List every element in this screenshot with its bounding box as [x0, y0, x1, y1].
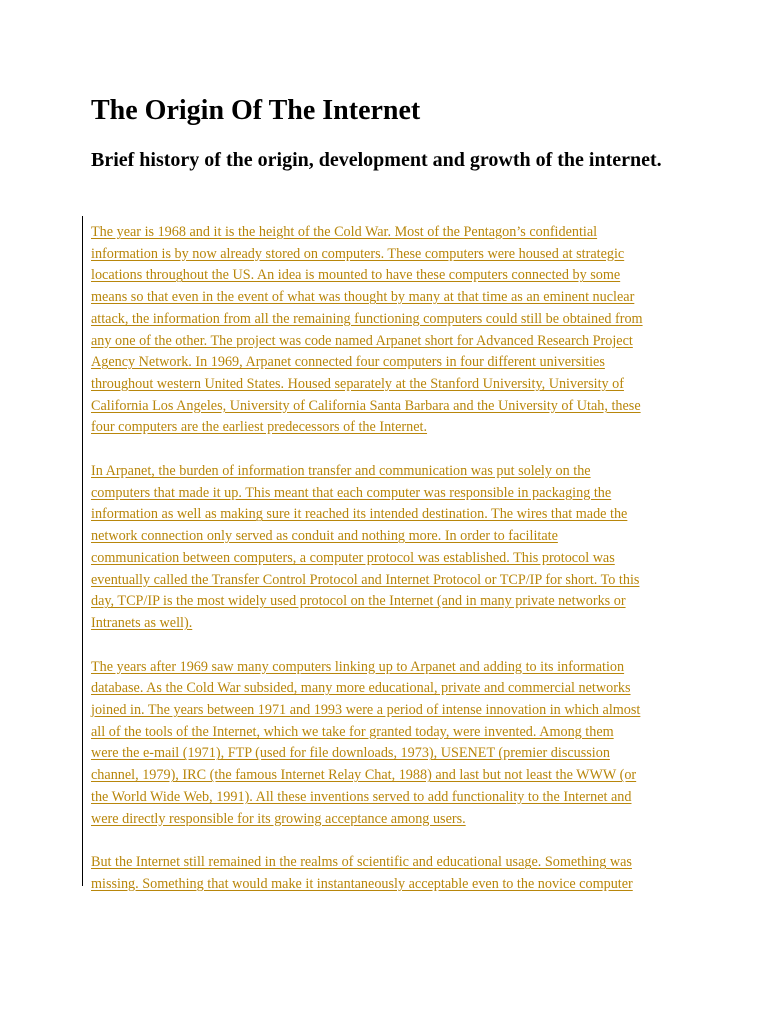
- paragraph-line: In Arpanet, the burden of information transfer and communication was put solely on the: [91, 463, 591, 480]
- paragraph-line: network connection only served as conduit and nothing more. In order to facilitate: [91, 528, 558, 545]
- paragraph-line: the World Wide Web, 1991). All these inventions served to add functionality to the Internet and: [91, 788, 632, 805]
- revision-change-bar: [82, 216, 83, 886]
- paragraph-line: locations throughout the US. An idea is mounted to have these computers connected by some: [91, 267, 621, 284]
- paragraph-line: attack, the information from all the remaining functioning computers could still be obtained from: [91, 310, 643, 327]
- paragraph-line: were the e-mail (1971), FTP (used for file downloads, 1973), USENET (premier discussion: [91, 745, 610, 762]
- body-paragraph: [91, 657, 691, 831]
- body-paragraph: [91, 222, 691, 439]
- paragraph-line: computers that made it up. This meant that each computer was responsible in packaging the: [91, 484, 612, 501]
- paragraph-line: Agency Network. In 1969, Arpanet connected four computers in four different universities: [91, 354, 605, 371]
- paragraph-line: missing. Something that would make it instantaneously acceptable even to the novice computer: [91, 875, 633, 892]
- page-subtitle: Brief history of the origin, development and growth of the internet.: [91, 149, 662, 171]
- paragraph-line: eventually called the Transfer Control Protocol and Internet Protocol or TCP/IP for short. To this: [91, 571, 640, 588]
- body-paragraph: [91, 852, 691, 895]
- body-paragraph: [91, 461, 691, 635]
- paragraph-line: day, TCP/IP is the most widely used protocol on the Internet (and in many private networks or: [91, 593, 626, 610]
- paragraph-line: were directly responsible for its growing acceptance among users.: [91, 810, 466, 827]
- document-body: [91, 222, 691, 918]
- paragraph-line: joined in. The years between 1971 and 1993 were a period of intense innovation in which almost: [91, 702, 641, 719]
- paragraph-line: database. As the Cold War subsided, many more educational, private and commercial networks: [91, 680, 631, 697]
- paragraph-line: means so that even in the event of what was thought by many at that time as an eminent nuclear: [91, 289, 635, 306]
- paragraph-line: The year is 1968 and it is the height of the Cold War. Most of the Pentagon’s confidential: [91, 224, 598, 240]
- paragraph-line: any one of the other. The project was code named Arpanet short for Advanced Research Project: [91, 332, 633, 349]
- paragraph-line: throughout western United States. Housed separately at the Stanford University, University of: [91, 375, 624, 392]
- paragraph-line: Intranets as well).: [91, 614, 193, 631]
- paragraph-line: four computers are the earliest predecessors of the Internet.: [91, 419, 428, 436]
- paragraph-line: communication between computers, a computer protocol was established. This protocol was: [91, 549, 615, 566]
- page-title: The Origin Of The Internet: [91, 95, 421, 126]
- paragraph-line: But the Internet still remained in the realms of scientific and educational usage. Something was: [91, 854, 632, 871]
- paragraph-line: information is by now already stored on computers. These computers were housed at strategic: [91, 245, 625, 262]
- paragraph-line: California Los Angeles, University of California Santa Barbara and the University of Utah, these: [91, 397, 641, 414]
- paragraph-line: The years after 1969 saw many computers linking up to Arpanet and adding to its information: [91, 658, 625, 675]
- paragraph-line: information as well as making sure it reached its intended destination. The wires that made the: [91, 506, 628, 523]
- paragraph-line: all of the tools of the Internet, which we take for granted today, were invented. Among them: [91, 723, 614, 740]
- paragraph-line: channel, 1979), IRC (the famous Internet Relay Chat, 1988) and last but not least the WWW (or: [91, 767, 637, 784]
